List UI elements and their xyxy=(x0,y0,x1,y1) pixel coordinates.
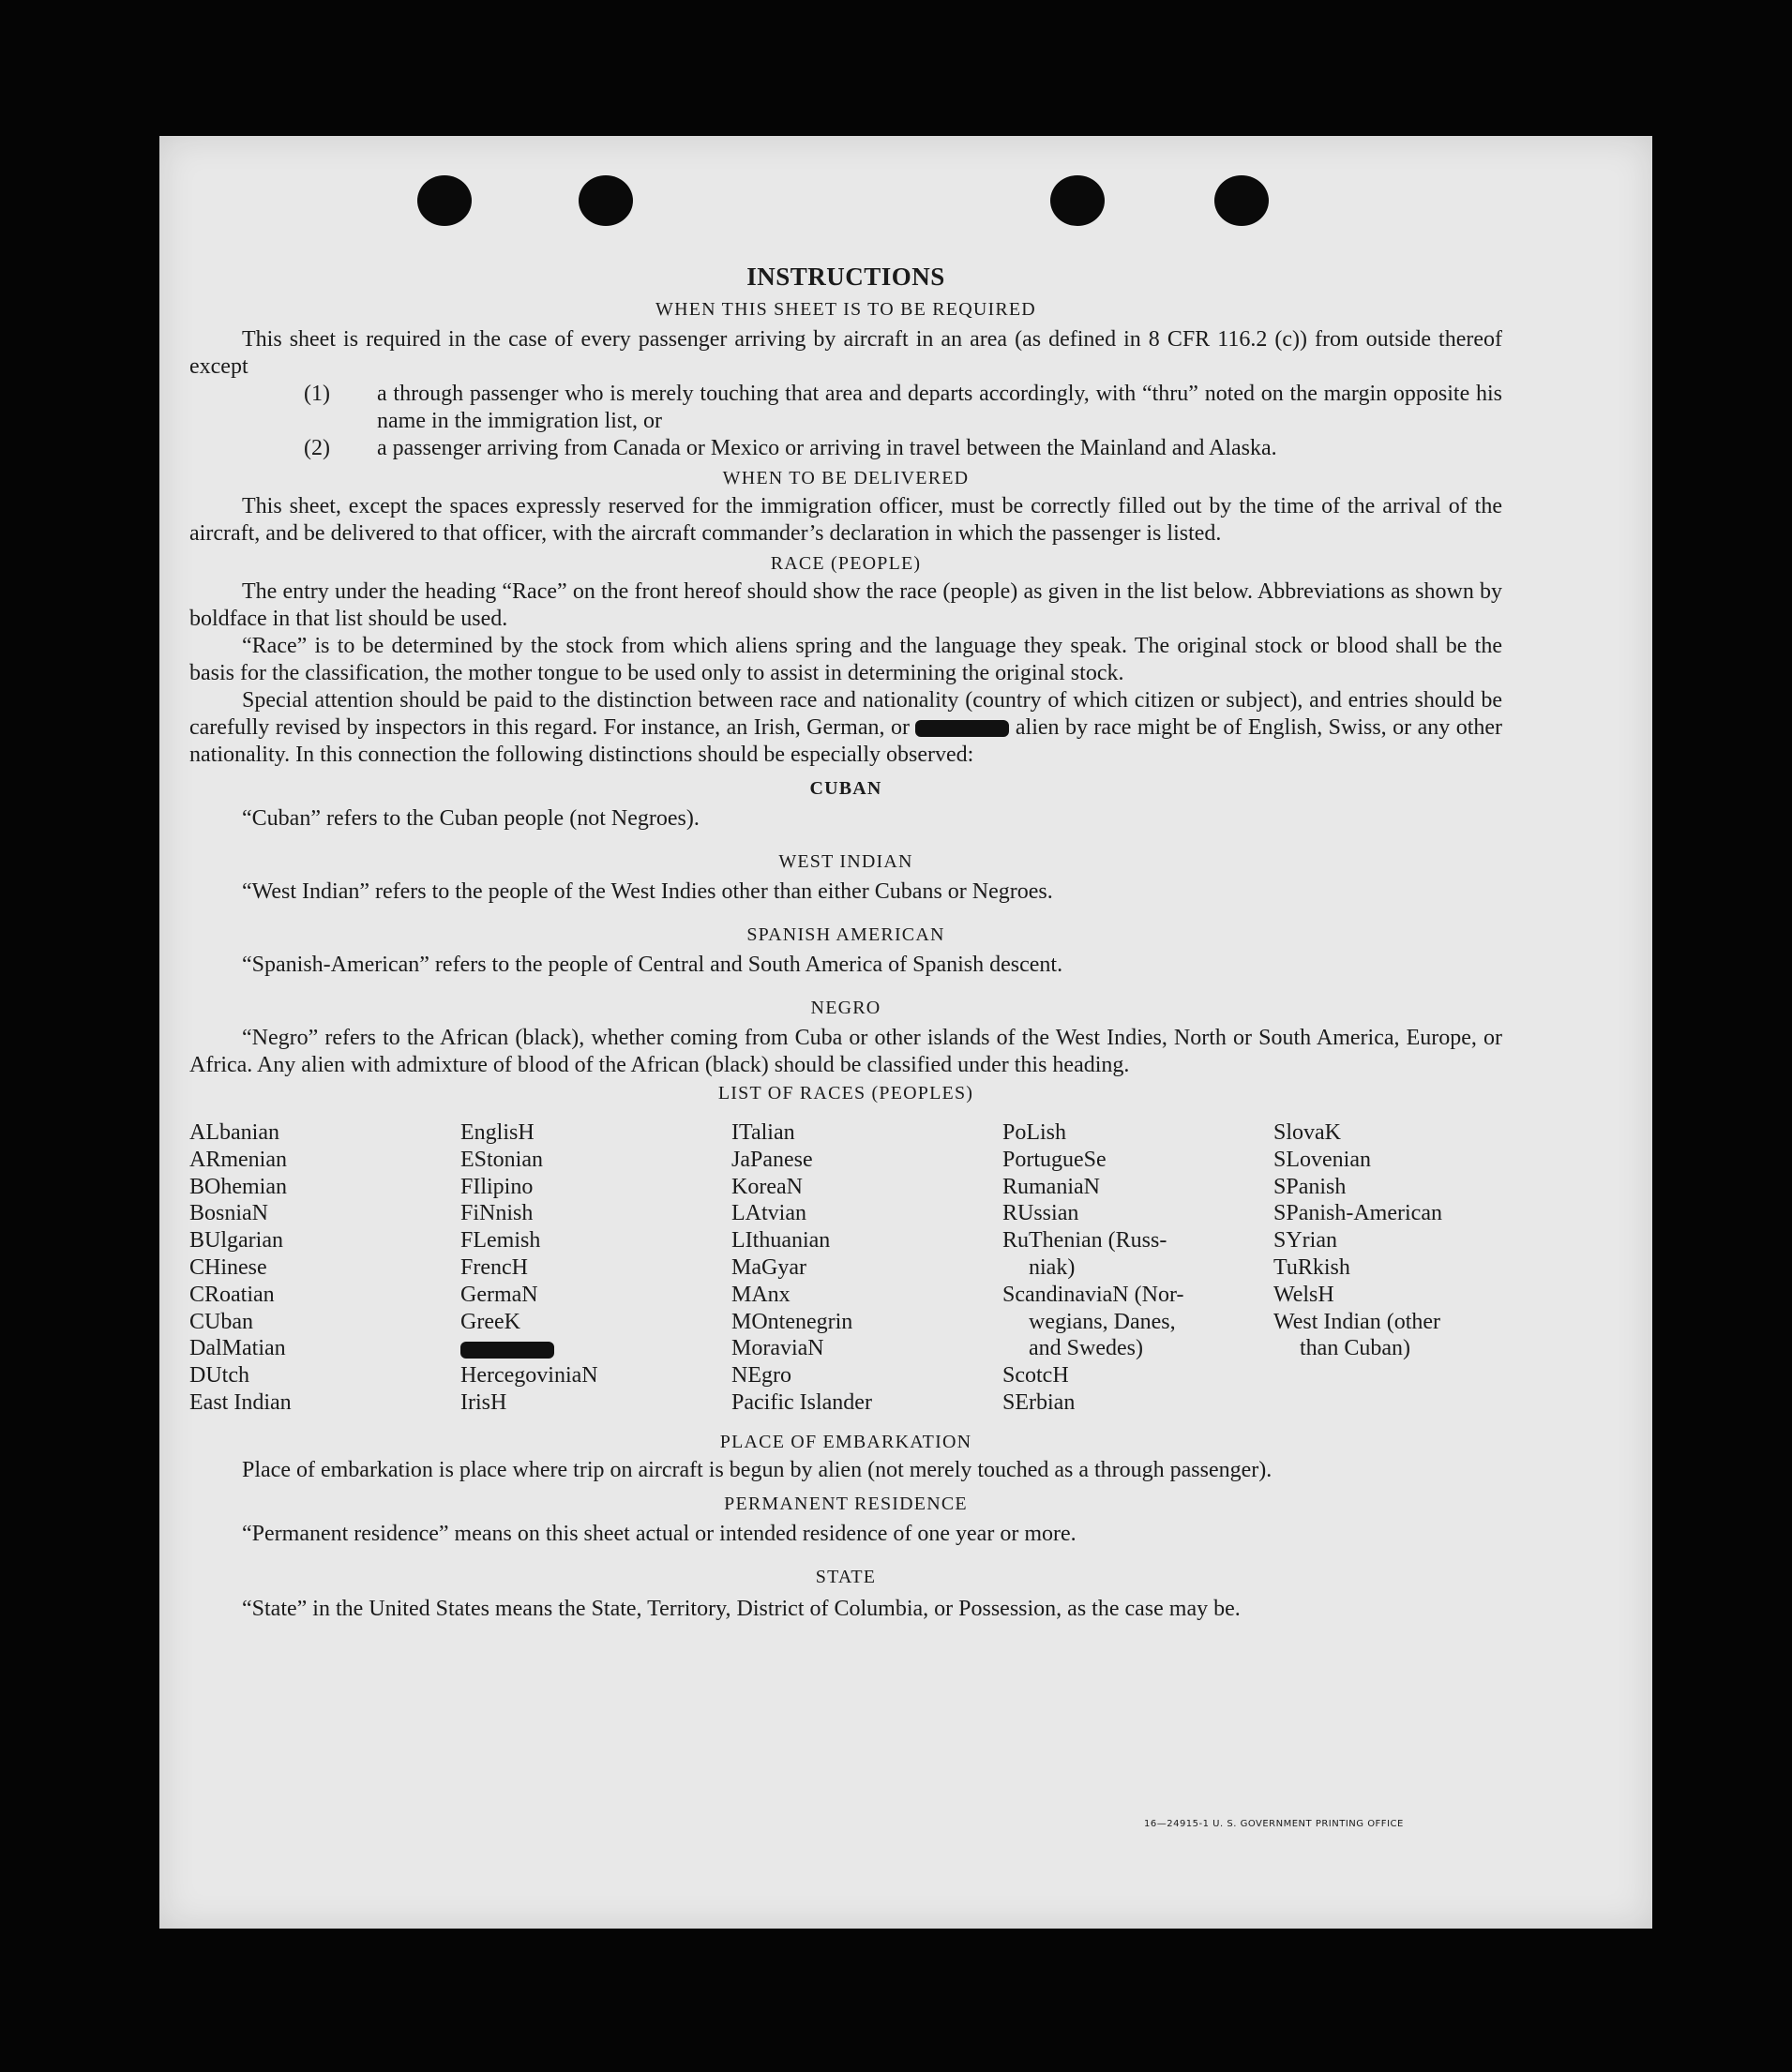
race-entry: EnglisH xyxy=(460,1120,535,1145)
race-column-1 xyxy=(189,1119,460,1417)
instruction-sheet xyxy=(159,136,1652,1929)
race-paragraph-1: The entry under the heading “Race” on the front hereof should show the race (people) as given in the list below. Abbreviations as shown by boldface in that list should be used. xyxy=(189,579,1502,631)
race-entry: MAnx xyxy=(731,1282,791,1307)
race-entry-continued: wegians, Danes, xyxy=(1029,1309,1176,1334)
item-number: (2) xyxy=(304,436,330,460)
race-entry: PortugueSe xyxy=(1002,1147,1107,1172)
exception-item-2 xyxy=(189,435,1502,462)
race-entry: FLemish xyxy=(460,1228,541,1254)
section-heading-embarkation: PLACE OF EMBARKATION xyxy=(719,1431,972,1452)
race-entry: LIthuanian xyxy=(731,1228,831,1254)
redaction-mark xyxy=(460,1342,554,1359)
race-entry: ITalian xyxy=(731,1120,795,1145)
race-entry: PoLish xyxy=(1002,1120,1067,1145)
race-entry: SYrian xyxy=(1273,1228,1337,1254)
residence-text: “Permanent residence” means on this sheet actual or intended residence of one year or more. xyxy=(242,1521,1077,1546)
race-entry: BosniaN xyxy=(189,1201,268,1226)
race-entry: FiNnish xyxy=(460,1201,534,1226)
punch-hole xyxy=(417,175,472,226)
race-entry: FrencH xyxy=(460,1254,528,1280)
punch-hole xyxy=(579,175,633,226)
section-heading-negro: NEGRO xyxy=(810,998,881,1018)
race-entry: SPanish-American xyxy=(1273,1201,1442,1226)
race-entry: East Indian xyxy=(189,1389,292,1415)
race-entry: KoreaN xyxy=(731,1174,803,1199)
section-heading-state: STATE xyxy=(815,1566,877,1587)
race-entry: JaPanese xyxy=(731,1147,813,1172)
item-text: a passenger arriving from Canada or Mexico or arriving in travel between the Mainland and Alaska. xyxy=(377,436,1277,460)
race-entry: ScandinaviaN (Nor- xyxy=(1002,1282,1184,1307)
redaction-mark xyxy=(915,720,1009,737)
document-body xyxy=(189,263,1502,1623)
section-heading-spanish-american: SPANISH AMERICAN xyxy=(746,924,945,945)
race-paragraph-3 xyxy=(189,687,1502,769)
race-entry: WelsH xyxy=(1273,1282,1334,1307)
race-entry: ScotcH xyxy=(1002,1363,1069,1389)
race-entry: West Indian (other xyxy=(1273,1309,1441,1334)
race-entry: DUtch xyxy=(189,1363,249,1389)
race-column-3 xyxy=(731,1119,1002,1417)
race-entry: EStonian xyxy=(460,1147,543,1172)
required-intro: This sheet is required in the case of every passenger arriving by aircraft in an area (as defined in 8 CFR 116.2 (c)) from outside thereof except xyxy=(189,327,1502,379)
delivered-text: This sheet, except the spaces expressly reserved for the immigration officer, must be correctly filled out by the time of the arrival of the aircraft, and be delivered to that officer, with the aircraft commander’s declaration in which the passenger is listed. xyxy=(189,494,1502,546)
race-entry: GreeK xyxy=(460,1309,520,1334)
embarkation-text: Place of embarkation is place where trip on aircraft is begun by alien (not merely touched as a through passenger). xyxy=(242,1457,1272,1482)
race-entry: ALbanian xyxy=(189,1120,279,1145)
race-entry: SErbian xyxy=(1002,1389,1076,1415)
race-entry: SlovaK xyxy=(1273,1120,1341,1145)
punch-hole xyxy=(1050,175,1105,226)
section-heading-required: WHEN THIS SHEET IS TO BE REQUIRED xyxy=(655,299,1036,320)
race-entry: MaGyar xyxy=(731,1254,806,1280)
race-entry: SPanish xyxy=(1273,1174,1347,1199)
race-entry: GermaN xyxy=(460,1282,538,1307)
race-entry-continued: than Cuban) xyxy=(1300,1336,1410,1361)
race-entry: NEgro xyxy=(731,1363,791,1389)
cuban-text: “Cuban” refers to the Cuban people (not Negroes). xyxy=(242,806,700,831)
race-entry: Pacific Islander xyxy=(731,1389,872,1415)
race-entry: RUssian xyxy=(1002,1201,1079,1226)
item-number: (1) xyxy=(304,382,330,406)
page-title: INSTRUCTIONS xyxy=(746,263,945,291)
state-text: “State” in the United States means the State, Territory, District of Columbia, or Possession, as the case may be. xyxy=(242,1596,1241,1621)
race-entry: DalMatian xyxy=(189,1336,286,1361)
race-column-5 xyxy=(1273,1119,1517,1417)
race-entry: CUban xyxy=(189,1309,253,1334)
races-list xyxy=(189,1119,1502,1417)
race-entry: FIlipino xyxy=(460,1174,534,1199)
section-heading-delivered: WHEN TO BE DELIVERED xyxy=(722,468,970,488)
exception-item-1 xyxy=(189,381,1502,435)
west-indian-text: “West Indian” refers to the people of the West Indies other than either Cubans or Negroes. xyxy=(242,879,1053,904)
race-entry: CHinese xyxy=(189,1254,267,1280)
race-entry: RumaniaN xyxy=(1002,1174,1100,1199)
negro-text: “Negro” refers to the African (black), whether coming from Cuba or other islands of the West Indies, North or South America, Europe, or Africa. Any alien with admixture of blood of the African (black) should be classified under this heading. xyxy=(189,1026,1502,1077)
race-entry: HercegoviniaN xyxy=(460,1363,598,1389)
race-entry: MoraviaN xyxy=(731,1336,824,1361)
race-entry: IrisH xyxy=(460,1389,507,1415)
race-entry: BOhemian xyxy=(189,1174,287,1199)
race-paragraph-3a: Special attention should be paid to the distinction between race and nationality (country of which citizen or subject), and entries should be carefully revised by inspectors in this regard. For instance, an Irish, German, or xyxy=(189,688,1502,740)
race-entry: TuRkish xyxy=(1273,1254,1350,1280)
race-paragraph-2: “Race” is to be determined by the stock from which aliens spring and the language they speak. The original stock or blood shall be the basis for the classification, the mother tongue to be used only to assist in determining the original stock. xyxy=(189,634,1502,685)
race-entry-redacted xyxy=(460,1335,731,1362)
section-heading-west-indian: WEST INDIAN xyxy=(778,851,913,872)
race-entry: CRoatian xyxy=(189,1282,275,1307)
race-entry: RuThenian (Russ- xyxy=(1002,1228,1167,1254)
item-text: a through passenger who is merely touching that area and departs accordingly, with “thru” noted on the margin opposite his name in the immigration list, or xyxy=(377,382,1502,433)
race-entry: SLovenian xyxy=(1273,1147,1371,1172)
race-entry-continued: and Swedes) xyxy=(1029,1336,1143,1361)
race-column-4 xyxy=(1002,1119,1273,1417)
race-entry: LAtvian xyxy=(731,1201,806,1226)
spanish-american-text: “Spanish-American” refers to the people of Central and South America of Spanish descent. xyxy=(242,953,1063,977)
section-heading-race: RACE (PEOPLE) xyxy=(770,553,922,574)
section-heading-list-of-races: LIST OF RACES (PEOPLES) xyxy=(717,1083,974,1104)
race-entry: BUlgarian xyxy=(189,1228,283,1254)
race-column-2 xyxy=(460,1119,731,1417)
printing-office-footer: 16—24915-1 U. S. GOVERNMENT PRINTING OFFICE xyxy=(1144,1819,1404,1829)
race-paragraph-3b: alien by race might be of English, Swiss, or any other nationality. In this connection the following distinctions should be especially observed: xyxy=(189,715,1503,767)
punch-hole xyxy=(1214,175,1269,226)
race-entry-continued: niak) xyxy=(1029,1254,1076,1280)
race-entry: ARmenian xyxy=(189,1147,287,1172)
section-heading-residence: PERMANENT RESIDENCE xyxy=(724,1493,968,1514)
section-heading-cuban: CUBAN xyxy=(809,778,882,799)
race-entry: MOntenegrin xyxy=(731,1309,853,1334)
